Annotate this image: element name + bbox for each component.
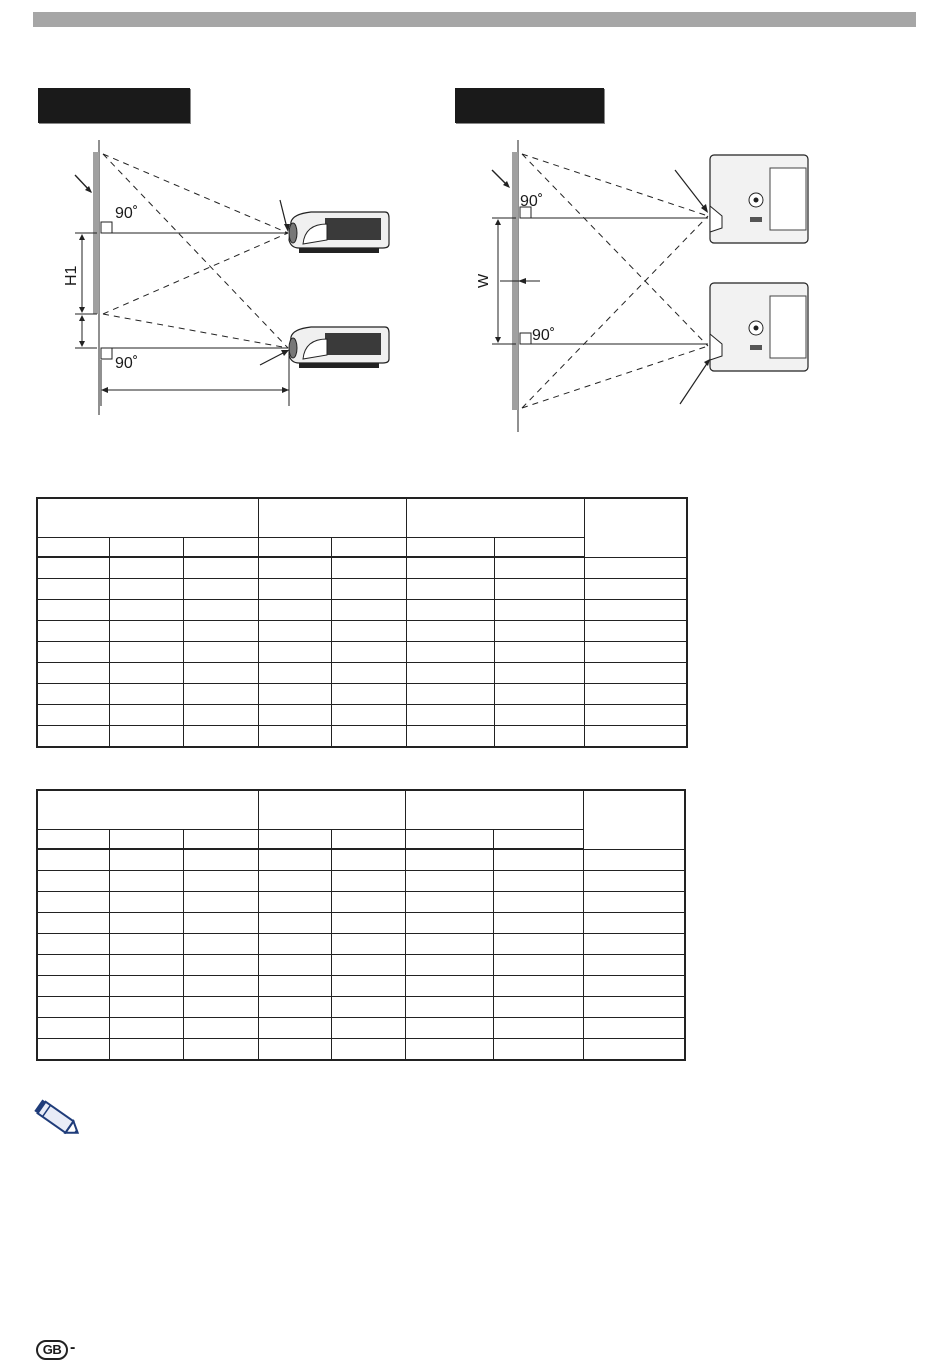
table-header-row <box>37 790 685 830</box>
projector-side-top-icon <box>289 212 389 253</box>
table-row <box>37 600 687 621</box>
right-angle-mark-top <box>101 222 112 233</box>
table-row <box>37 684 687 705</box>
table-row <box>37 1018 685 1039</box>
width-label-w: W <box>475 273 492 288</box>
vertical-projection-diagram <box>55 140 415 440</box>
page-number-dash: - <box>70 1339 76 1356</box>
projector-top-view-upper-icon <box>710 155 808 243</box>
header-bar <box>33 12 916 27</box>
table-row <box>37 871 685 892</box>
table-row <box>37 642 687 663</box>
table-row <box>37 934 685 955</box>
table-row <box>37 913 685 934</box>
table-row <box>37 621 687 642</box>
angle-label-bottom: 90˚ <box>115 355 139 372</box>
table-row <box>37 955 685 976</box>
height-label-h1: H1 <box>63 265 80 286</box>
table-row <box>37 997 685 1018</box>
region-badge-gb: GB <box>36 1340 68 1360</box>
angle-label-top: 90˚ <box>115 205 139 222</box>
projection-table-1 <box>36 497 688 748</box>
table-row <box>37 663 687 684</box>
pencil-note-icon <box>30 1098 86 1140</box>
projector-side-bottom-icon <box>289 327 389 368</box>
angle-label-bottom-right: 90˚ <box>532 327 556 344</box>
projector-top-view-lower-icon <box>710 283 808 371</box>
table-row <box>37 976 685 997</box>
table-row <box>37 726 687 748</box>
section-label-box-left <box>38 88 190 123</box>
angle-label-top-right: 90˚ <box>520 193 544 210</box>
table-row <box>37 1039 685 1061</box>
table-row <box>37 849 685 871</box>
table-row <box>37 557 687 579</box>
table-row <box>37 705 687 726</box>
section-label-box-right <box>455 88 604 123</box>
projection-table-2 <box>36 789 686 1061</box>
horizontal-projection-diagram <box>470 140 850 440</box>
table-row <box>37 579 687 600</box>
table-row <box>37 892 685 913</box>
right-angle-mark-bottom <box>101 348 112 359</box>
table-header-row <box>37 498 687 538</box>
